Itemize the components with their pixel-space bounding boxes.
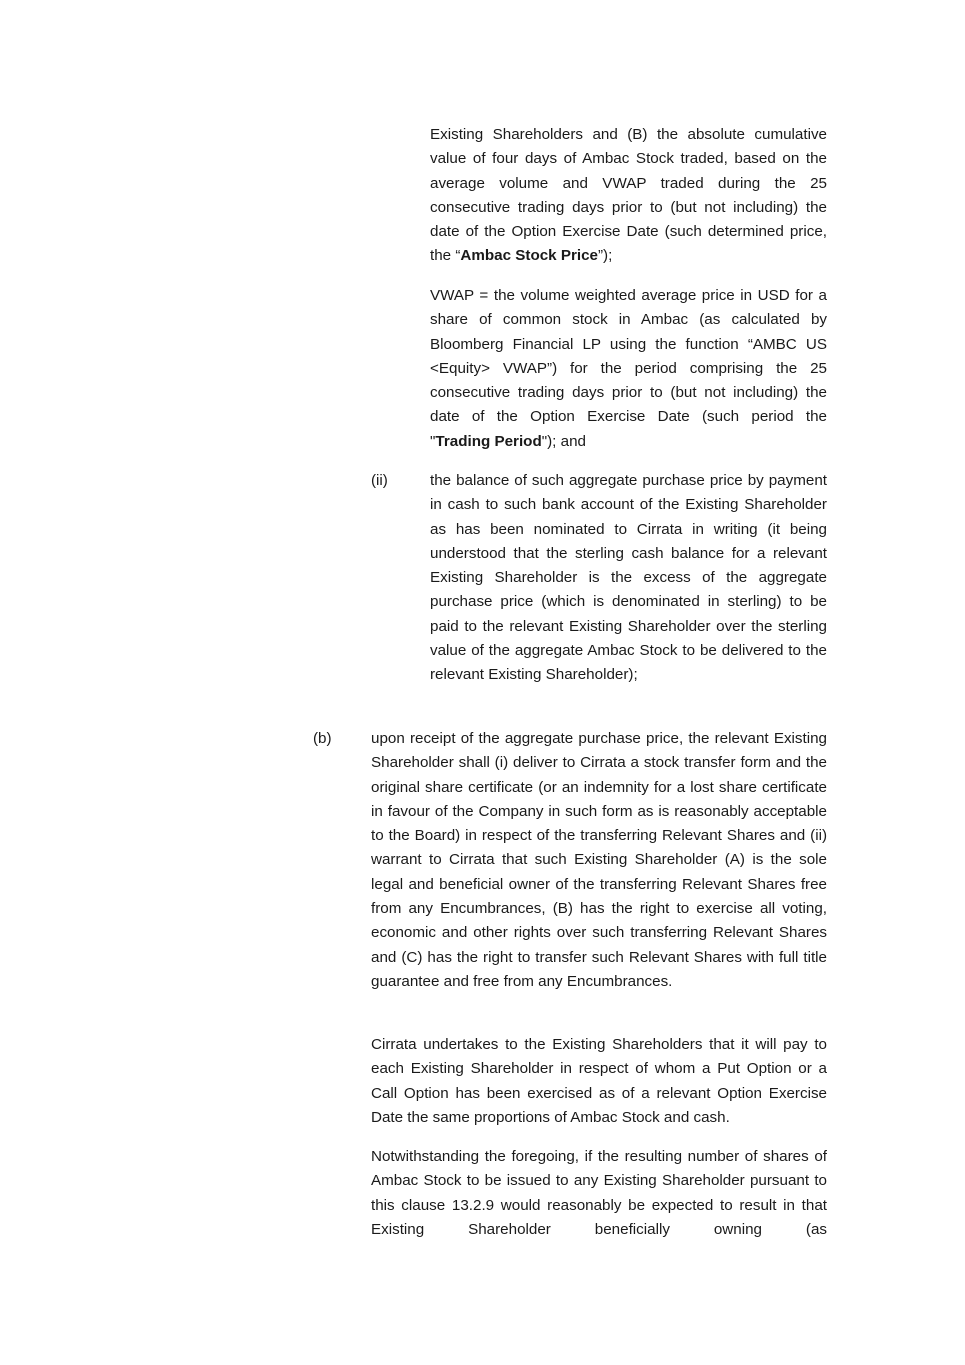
defined-term-trading-period: Trading Period (435, 432, 542, 450)
paragraph-cirrata-undertaking: Cirrata undertakes to the Existing Shareholders that it will pay to each Existing Shareholder in respect of whom a Put Option or a Call Option has been exercised as of a relevant Option Exercise Date the same proportions of Ambac Stock and cash. (371, 1036, 827, 1126)
defined-term-ambac-stock-price: Ambac Stock Price (460, 247, 598, 265)
paragraph-text-end: "); and (541, 432, 586, 450)
paragraph-ambac-stock-price (430, 123, 827, 269)
paragraph-text: VWAP = the volume weighted average price in USD for a share of common stock in Ambac (as calculated by Bloomberg Financial LP using the function “AMBC US <Equity> VWAP”) for the period comprising the 25 consecutive trading days prior to (but not including) the date of the Option Exercise Date (such period the " (430, 287, 827, 450)
item-ii-text: the balance of such aggregate purchase price by payment in cash to such bank account of the Existing Shareholder as has been nominated to Cirrata in writing (it being understood that the sterling cash balance for a relevant Existing Shareholder is the excess of the aggregate purchase price (which is denominated in sterling) to be paid to the relevant Existing Shareholder over the sterling value of the aggregate Ambac Stock to be delivered to the relevant Existing Shareholder); (430, 472, 827, 684)
item-b-text: upon receipt of the aggregate purchase price, the relevant Existing Shareholder shall (i) deliver to Cirrata a stock transfer form and the original share certificate (or an indemnity for a lost share certificate in favour of the Company in such form as is reasonably acceptable to the Board) in respect of the transferring Relevant Shares and (ii) warrant to Cirrata that such Existing Shareholder (A) is the sole legal and beneficial owner of the transferring Relevant Shares free from any Encumbrances, (B) has the right to exercise all voting, economic and other rights over such transferring Relevant Shares and (C) has the right to transfer such Relevant Shares with full title guarantee and free from any Encumbrances. (371, 730, 827, 990)
paragraph-notwithstanding: Notwithstanding the foregoing, if the resulting number of shares of Ambac Stock to be issued to any Existing Shareholder pursuant to this clause 13.2.9 would reasonably be expected to result in that Existing Shareholder beneficially owning (as (371, 1148, 827, 1238)
paragraph-vwap-definition (430, 284, 827, 454)
item-ii-label: (ii) (371, 472, 388, 489)
paragraph-text-end: ”); (597, 247, 613, 265)
paragraph-text: Existing Shareholders and (B) the absolute cumulative value of four days of Ambac Stock traded, based on the average volume and VWAP traded during the 25 consecutive trading days prior to (but not including) the date of the Option Exercise Date (such determined price, the “ (430, 126, 827, 265)
item-b-label: (b) (313, 730, 332, 747)
